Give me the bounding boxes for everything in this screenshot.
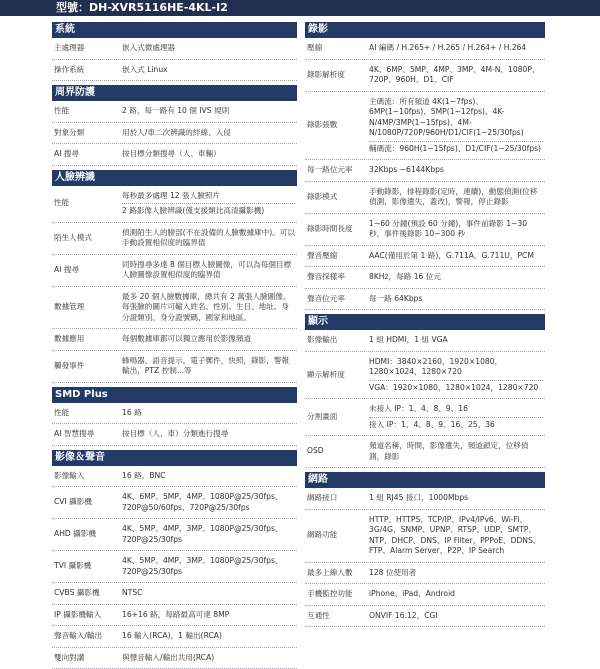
spec-value [120, 123, 297, 144]
spec-value-line: 32Kbps ~6144Kbps [369, 163, 543, 178]
spec-row [305, 182, 545, 214]
spec-value-line: 4K、6MP、5MP、4MP、1080P@25/30fps、720P@50/60fps、720P@25/30fps [122, 490, 295, 515]
spec-value [367, 399, 545, 435]
spec-row [52, 626, 297, 648]
spec-value-line: 嵌入式微處理器 [122, 41, 295, 56]
spec-label: 陌生人模式 [52, 223, 120, 254]
spec-label: IP 攝影機輸入 [52, 605, 120, 626]
spec-value [367, 60, 545, 91]
spec-row [52, 351, 297, 383]
spec-row [305, 60, 545, 92]
spec-row [305, 436, 545, 468]
spec-row [52, 403, 297, 425]
spec-label: 聲音位元率 [305, 289, 367, 310]
spec-value [367, 267, 545, 288]
spec-row [52, 605, 297, 627]
spec-value-line: NTSC [122, 586, 295, 601]
spec-row [52, 551, 297, 583]
spec-label: 分割畫面 [305, 399, 367, 435]
spec-row [52, 583, 297, 605]
spec-value-line: 2 路，每一路有 10 個 IVS 規則 [122, 104, 295, 119]
spec-label: 雙向對講 [52, 648, 120, 669]
spec-label: 聲音採樣率 [305, 267, 367, 288]
spec-value [120, 403, 297, 424]
spec-value [367, 246, 545, 267]
spec-value [367, 38, 545, 59]
spec-value [120, 519, 297, 550]
spec-row [305, 352, 545, 400]
spec-value-line: 每秒最多處理 12 張人臉照片 [122, 189, 295, 204]
spec-label: 對象分類 [52, 123, 120, 144]
spec-value [367, 160, 545, 181]
spec-value [367, 214, 545, 245]
spec-value-line: 2 路影像人臉辨識(僅支援類比高清攝影機) [122, 203, 295, 219]
spec-value-line: 按目標（人、車）分類進行搜尋 [122, 427, 295, 442]
spec-row [52, 38, 297, 60]
spec-value-line: iPhone、iPad、Android [369, 587, 543, 602]
section-header: 人臉辨識 [52, 170, 297, 186]
spec-value [367, 436, 545, 467]
section-header: 影像＆聲音 [52, 450, 297, 466]
spec-label: 互通性 [305, 606, 367, 627]
spec-row [52, 123, 297, 145]
spec-row [305, 214, 545, 246]
spec-row [305, 510, 545, 563]
spec-label: AI 搜尋 [52, 255, 120, 286]
spec-value [120, 144, 297, 165]
spec-row [52, 223, 297, 255]
spec-value-line: 1 組 RJ45 接口，1000Mbps [369, 491, 543, 506]
spec-row [305, 92, 545, 161]
spec-label: AI 搜尋 [52, 144, 120, 165]
spec-row [305, 606, 545, 628]
spec-value-line: 嵌入式 Linux [122, 63, 295, 78]
spec-value-line: 8KHz，每路 16 位元 [369, 270, 543, 285]
spec-row [305, 584, 545, 606]
spec-label: 性能 [52, 186, 120, 222]
spec-label: 性能 [52, 403, 120, 424]
spec-value [367, 92, 545, 160]
spec-row [305, 488, 545, 510]
spec-label: CVI 攝影機 [52, 487, 120, 518]
spec-value [120, 329, 297, 350]
spec-value-line: 16 輸入(RCA)，1 輸出(RCA) [122, 629, 295, 644]
spec-label: 聲音輸入/輸出 [52, 626, 120, 647]
spec-value [120, 466, 297, 487]
spec-value-line: 接入 IP：1、4、8、9、16、25、36 [369, 417, 543, 433]
spec-row [52, 648, 297, 669]
spec-value [120, 60, 297, 81]
spec-label: 數據管理 [52, 287, 120, 329]
spec-value [120, 551, 297, 582]
spec-value-line: HDMI：3840×2160，1920×1080，1280×1024，1280×720 [369, 355, 543, 380]
spec-value-line: 16 路 [122, 406, 295, 421]
right-spec-column [305, 22, 545, 627]
spec-value-line: 與聲音輸入/輸出共用(RCA) [122, 651, 295, 666]
spec-value [367, 352, 545, 399]
spec-value-line: 4K、6MP、5MP、4MP、3MP、4M-N、1080P、720P、960H、D1、CIF [369, 63, 543, 88]
spec-row [52, 287, 297, 330]
spec-row [52, 255, 297, 287]
spec-label: 主處理器 [52, 38, 120, 59]
spec-row [305, 246, 545, 268]
spec-row [305, 38, 545, 60]
spec-value [367, 488, 545, 509]
spec-label: 觸發事件 [52, 351, 120, 382]
spec-value-line: VGA：1920×1080，1280×1024，1280×720 [369, 380, 543, 396]
spec-label: 錄影張數 [305, 92, 367, 160]
section-header: 顯示 [305, 314, 545, 330]
spec-value-line: 128 位使用者 [369, 566, 543, 581]
spec-value [120, 186, 297, 222]
spec-value [367, 606, 545, 627]
spec-label: OSD [305, 436, 367, 467]
spec-row [52, 101, 297, 123]
spec-value-line: 輔碼流：960H(1~15fps)、D1/CIF(1~25/30fps) [369, 141, 543, 157]
spec-label: 手機監控功能 [305, 584, 367, 605]
spec-value [120, 626, 297, 647]
spec-row [305, 330, 545, 352]
spec-label: 網路功能 [305, 510, 367, 562]
spec-value-line: 手動錄影，排程錄影(定時，連續)，動態偵測(位移偵測，影像遺失，蓋改)，警報，停止錄影 [369, 185, 543, 210]
spec-value-line: 頻道名稱，時間，影像遺失，頻道鎖定，位移偵測，錄影 [369, 439, 543, 464]
spec-value [367, 289, 545, 310]
spec-value [120, 38, 297, 59]
spec-value-line: 未接入 IP：1、4、8、9、16 [369, 402, 543, 417]
spec-label: 錄影解析度 [305, 60, 367, 91]
spec-row [52, 466, 297, 488]
section-header: 網路 [305, 472, 545, 488]
spec-label: 影像輸出 [305, 330, 367, 351]
spec-row [52, 186, 297, 223]
spec-label: 壓縮 [305, 38, 367, 59]
spec-value-line: 每一路 64Kbps [369, 292, 543, 307]
spec-value [367, 330, 545, 351]
spec-label: 聲音壓縮 [305, 246, 367, 267]
spec-value-line: AI 編碼 / H.265+ / H.265 / H.264+ / H.264 [369, 41, 543, 56]
spec-value-line: 用於人/車二次辨識的絆線、入侵 [122, 126, 295, 141]
spec-value-line: 1~60 分鐘(預設 60 分鐘)，事件前錄影 1~30 秒，事件後錄影 10~300 秒 [369, 217, 543, 242]
spec-row [305, 267, 545, 289]
spec-label: 性能 [52, 101, 120, 122]
spec-row [305, 289, 545, 311]
spec-row [305, 563, 545, 585]
spec-value-line: 16 路，BNC [122, 469, 295, 484]
model-title: 型號：DH-XVR5116HE-4KL-I2 [0, 0, 600, 16]
section-header: 系統 [52, 22, 297, 38]
spec-value-line: 同時搜尋多達 8 個目標人臉圖像，可以為每個目標人臉圖像設置相似度的臨界值 [122, 258, 295, 283]
spec-label: 操作系統 [52, 60, 120, 81]
spec-label: AI 智慧搜尋 [52, 424, 120, 445]
spec-label: 影像輸入 [52, 466, 120, 487]
spec-label: 顯示解析度 [305, 352, 367, 399]
spec-row [52, 329, 297, 351]
spec-value [120, 583, 297, 604]
spec-value [120, 648, 297, 669]
section-header: SMD Plus [52, 387, 297, 403]
spec-value-line: 16+16 路，每路最高可達 8MP [122, 608, 295, 623]
spec-value-line: AAC(僅用於第 1 路)，G.711A，G.711U，PCM [369, 249, 543, 264]
spec-value-line: HTTP、HTTPS、TCP/IP、IPv4/IPv6、Wi-Fi、3G/4G、SNMP、UPNP、RTSP、UDP、SMTP、NTP、DHCP、DNS、IP Filter、PPPoE、DDNS、FTP、Alarm Server、P2P、IP Search [369, 513, 543, 559]
spec-label: 錄影模式 [305, 182, 367, 213]
spec-value-line: 最多 20 個人臉數據庫，總共有 2 萬張人臉圖像。每張臉的圖片可輸入姓名、性別、生日、地址、身分證類別、身分證號碼、國家和地區。 [122, 290, 295, 326]
spec-row [52, 487, 297, 519]
spec-value [120, 255, 297, 286]
spec-value-line: 每個數據庫都可以獨立應用於影像頻道 [122, 332, 295, 347]
spec-value-line: 1 組 HDMI，1 組 VGA [369, 333, 543, 348]
spec-label: AHD 攝影機 [52, 519, 120, 550]
spec-value [367, 182, 545, 213]
spec-value-line: 蜂鳴器，語音提示，電子郵件，快照，錄影，警報輸出，PTZ 控制...等 [122, 354, 295, 379]
spec-row [305, 160, 545, 182]
spec-label: 網路接口 [305, 488, 367, 509]
spec-row [52, 424, 297, 446]
spec-label: 最多上線人數 [305, 563, 367, 584]
left-spec-column [52, 22, 297, 669]
spec-value-line: 4K、5MP、4MP、3MP、1080P@25/30fps、720P@25/30fps [122, 522, 295, 547]
spec-label: 每一路位元率 [305, 160, 367, 181]
spec-value [120, 351, 297, 382]
spec-value [367, 510, 545, 562]
spec-value [120, 424, 297, 445]
spec-value [367, 584, 545, 605]
spec-value-line: 主碼流：所有頻道 4K(1~7fps)、6MP(1~10fps)、5MP(1~12fps)、4K-N/4MP/3MP(1~15fps)、4M-N/1080P/720P/960H/D1/CIF(1~25/30fps) [369, 95, 543, 141]
spec-value-line: 4K、5MP、4MP、3MP、1080P@25/30fps、720P@25/30fps [122, 554, 295, 579]
spec-row [52, 60, 297, 82]
section-header: 周界防護 [52, 85, 297, 101]
spec-value-line: 按目標分類搜尋（人、車輛） [122, 147, 295, 162]
spec-row [52, 519, 297, 551]
spec-value [120, 287, 297, 329]
spec-value [120, 605, 297, 626]
spec-value-line: ONVIF 16.12，CGI [369, 609, 543, 624]
spec-value [120, 101, 297, 122]
spec-label: TVI 攝影機 [52, 551, 120, 582]
spec-value-line: 偵測陌生人的臉部(不在設備的人臉數據庫中)。可以手動設置相似度的臨界值 [122, 226, 295, 251]
spec-label: CVBS 攝影機 [52, 583, 120, 604]
spec-value [120, 487, 297, 518]
spec-label: 錄影時間長度 [305, 214, 367, 245]
spec-row [305, 399, 545, 436]
spec-value [120, 223, 297, 254]
spec-label: 數據應用 [52, 329, 120, 350]
spec-value [367, 563, 545, 584]
section-header: 錄影 [305, 22, 545, 38]
spec-row [52, 144, 297, 166]
